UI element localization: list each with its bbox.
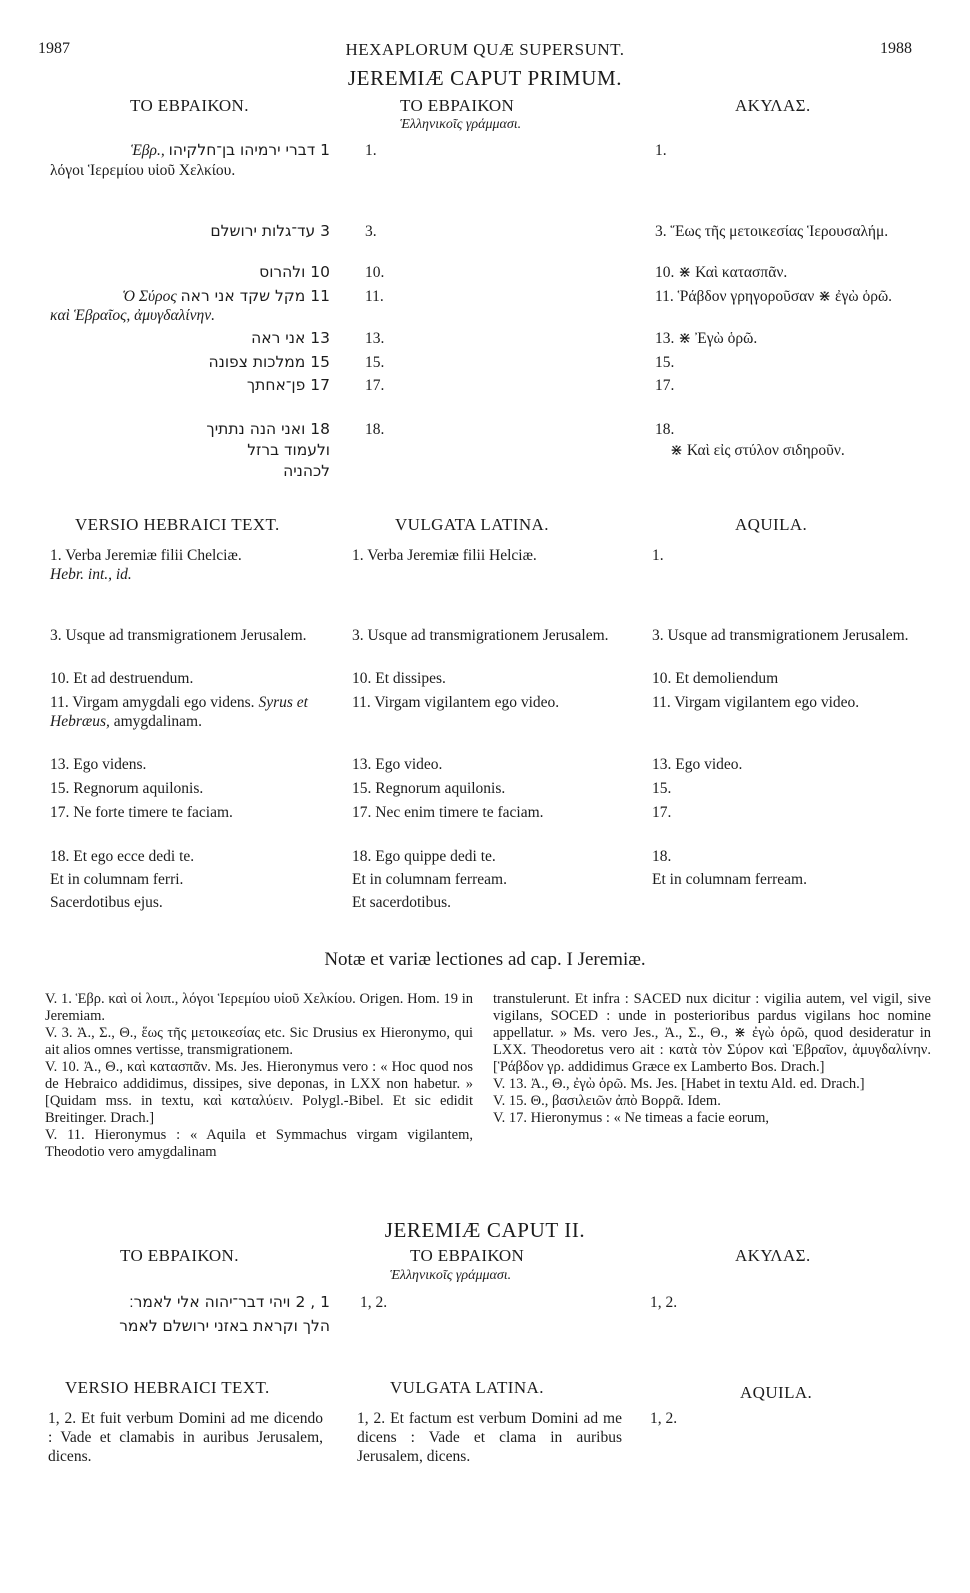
- column-head-hebrew: ΤΟ ΕΒΡΑΙΚΟΝ.: [130, 96, 249, 115]
- hebrew-row: [40, 287, 330, 306]
- hebrew-row: [40, 141, 330, 160]
- hebrew-text: הלך וקראת באזני ירושלם לאמר: [119, 1317, 330, 1335]
- aquila-latin-verse: 1, 2.: [650, 1410, 678, 1427]
- note-paragraph: transtulerunt. Et infra : SACED nux dicitur : vigilia autem, vel vigil, sive vigilans, SOCED : unde in posterioribus pardus vigilans hoc nomine appellatur. » Ms. vero Jes., Ἀ., Σ., Θ., ⋇ ἐγὼ ὁρῶ, quod desideratur in LXX. Theodoretus vero ait : κατὰ τὸν Σύρον καὶ Ἑβραῖον, ἀμυγδαλίνην. [Ῥάβδον γρ. addidimus Græce ex Lamberto Bos. Drach.]: [493, 991, 931, 1075]
- column-head-aquila: ΑΚΥΛΑΣ.: [735, 96, 811, 115]
- latin-verse: 10. Et ad destruendum.: [50, 670, 194, 687]
- hebrew-row: [40, 1293, 330, 1312]
- latin-head-hebrew-version: VERSIO HEBRAICI TEXT.: [75, 515, 280, 534]
- latin-verse: 15. Regnorum aquilonis.: [50, 780, 204, 797]
- notes-column-left: [45, 991, 473, 1161]
- aquila-verse: 18.: [655, 421, 675, 438]
- transliteration-verse: 15.: [365, 354, 385, 371]
- column-subhead-transliteration: Ἑλληνικοῖς γράμμασι.: [390, 1268, 512, 1283]
- aquila-verse: 11. Ῥάβδον γρηγοροῦσαν ⋇ ἐγὼ ὁρῶ.: [655, 288, 893, 305]
- aquila-verse: 17.: [655, 377, 675, 394]
- latin-head-vulgate: VULGATA LATINA.: [395, 515, 549, 534]
- notes-column-right: [493, 991, 931, 1127]
- latin-verse: [50, 693, 330, 731]
- hebrew-gloss: λόγοι Ἱερεμίου υἱοῦ Χελκίου.: [50, 162, 236, 179]
- note-paragraph: V. 10. Ἀ., Θ., καὶ κατασπᾶν. Ms. Jes. Hieronymus vero : « Hoc quod nos de Hebraico addidimus, dissipes, sive deponas, in LXX non habetur. » [Quidam mss. in textu, καὶ καταλύειν. Polygl.-Bibel. Et sic edidit Breitinger. Drach.]: [45, 1059, 473, 1126]
- vulgate-verse: 17. Nec enim timere te faciam.: [352, 804, 544, 821]
- aquila-verse: 3. Ἕως τῆς μετοικεσίας Ἱερουσαλήμ.: [655, 223, 889, 240]
- column-head-aquila: ΑΚΥΛΑΣ.: [735, 1246, 811, 1265]
- latin-verse-text: 11. Virgam amygdali ego videns.: [50, 694, 255, 711]
- aquila-latin-verse: 3. Usque ad transmigrationem Jerusalem.: [652, 627, 909, 644]
- aquila-latin-verse: 18.: [652, 848, 672, 865]
- aquila-latin-verse: 1.: [652, 547, 664, 564]
- hebrew-row: [40, 222, 330, 241]
- chapter-title: JEREMIÆ CAPUT PRIMUM.: [347, 66, 623, 90]
- aquila-verse: 1.: [655, 142, 667, 159]
- latin-verse: Sacerdotibus ejus.: [50, 894, 163, 911]
- vulgate-verse: Et in columnam ferream.: [352, 871, 507, 888]
- vulgate-verse: 10. Et dissipes.: [352, 670, 446, 687]
- notes-title: Notæ et variæ lectiones ad cap. I Jeremiæ.: [324, 949, 646, 970]
- latin-verse-text: amygdalinam.: [113, 713, 202, 730]
- aquila-latin-verse: Et in columnam ferream.: [652, 871, 807, 888]
- column-head-hebrew: ΤΟ ΕΒΡΑΙΚΟΝ.: [120, 1246, 239, 1265]
- hebrew-row: [40, 441, 330, 460]
- latin-verse-text: 1. Verba Jeremiæ filii Chelciæ.: [50, 547, 242, 564]
- transliteration-verse: 1.: [365, 142, 377, 159]
- vulgate-verse: 1. Verba Jeremiæ filii Helciæ.: [352, 547, 537, 564]
- vulgate-verse: 3. Usque ad transmigrationem Jerusalem.: [352, 627, 609, 644]
- hebrew-text: 1 , 2 ויהי דבר־יהוה אלי לאמר׃: [129, 1293, 330, 1311]
- note-paragraph: V. 17. Hieronymus : « Ne timeas a facie eorum,: [493, 1110, 769, 1126]
- note-paragraph: V. 15. Θ., βασιλειῶν ἀπὸ Βορρᾶ. Idem.: [493, 1093, 721, 1109]
- latin-verse: 1, 2. Et fuit verbum Domini ad me dicendo : Vade et clamabis in auribus Jerusalem, dicens.: [48, 1410, 323, 1465]
- transliteration-verse: 1, 2.: [360, 1294, 388, 1311]
- vulgate-verse: 1, 2. Et factum est verbum Domini ad me dicens : Vade et clama in auribus Jerusalem, dicens.: [357, 1410, 622, 1465]
- latin-verse-note: Hebr. int., id.: [50, 566, 132, 583]
- transliteration-verse: 13.: [365, 330, 385, 347]
- hebrew-text: 18 ואני הנה נתתיך: [206, 420, 330, 438]
- hebrew-row: [40, 329, 330, 348]
- note-paragraph: V. 11. Hieronymus : « Aquila et Symmachus virgam vigilantem, Theodotio vero amygdalinam: [45, 1127, 473, 1160]
- aquila-verse: 15.: [655, 354, 675, 371]
- aquila-latin-verse: 15.: [652, 780, 672, 797]
- hebrew-text: 1 דברי ירמיהו בן־חלקיהו: [168, 141, 330, 159]
- hebrew-row: [40, 353, 330, 372]
- aquila-verse: 1, 2.: [650, 1294, 678, 1311]
- latin-verse: Et in columnam ferri.: [50, 871, 184, 888]
- column-subhead-transliteration: Ἑλληνικοῖς γράμμασι.: [400, 117, 522, 132]
- vulgate-verse: 13. Ego video.: [352, 756, 443, 773]
- aquila-verse: 10. ⋇ Καὶ κατασπᾶν.: [655, 264, 788, 281]
- latin-head-aquila: AQUILA.: [735, 515, 808, 534]
- hebrew-row: [40, 420, 330, 439]
- page-number-right: 1988: [880, 40, 912, 57]
- latin-head-vulgate: VULGATA LATINA.: [390, 1378, 544, 1397]
- hebrew-row: [40, 376, 330, 395]
- latin-verse: [50, 546, 330, 584]
- hebrew-text: לכהניה: [283, 462, 330, 480]
- aquila-verse: ⋇ Καὶ εἰς στύλον σιδηροῦν.: [670, 442, 845, 459]
- vulgate-verse: 18. Ego quippe dedi te.: [352, 848, 496, 865]
- vulgate-verse: Et sacerdotibus.: [352, 894, 452, 911]
- aquila-latin-verse: 11. Virgam vigilantem ego video.: [652, 694, 860, 711]
- transliteration-verse: 10.: [365, 264, 385, 281]
- latin-verse: 3. Usque ad transmigrationem Jerusalem.: [50, 627, 307, 644]
- transliteration-verse: 17.: [365, 377, 385, 394]
- latin-verse: 18. Et ego ecce dedi te.: [50, 848, 195, 865]
- hebrew-note: Ἑβρ.,: [130, 142, 165, 159]
- running-title: HEXAPLORUM QUÆ SUPERSUNT.: [345, 40, 625, 59]
- hebrew-text: 13 אני ראה: [251, 329, 330, 347]
- page-number-left: 1987: [38, 40, 70, 57]
- hebrew-row: [40, 1317, 330, 1336]
- hebrew-text: 17 פן־אחתך: [246, 376, 330, 394]
- vulgate-verse: 15. Regnorum aquilonis.: [352, 780, 506, 797]
- aquila-latin-verse: 13. Ego video.: [652, 756, 743, 773]
- latin-verse-note: Syrus et Hebræus,: [50, 694, 308, 730]
- hebrew-text: 15 ממלכות צפונה: [208, 353, 330, 371]
- aquila-latin-verse: 17.: [652, 804, 672, 821]
- transliteration-verse: 18.: [365, 421, 385, 438]
- latin-head-hebrew-version: VERSIO HEBRAICI TEXT.: [65, 1378, 270, 1397]
- vulgate-verse: 11. Virgam vigilantem ego video.: [352, 694, 560, 711]
- aquila-latin-verse: 10. Et demoliendum: [652, 670, 779, 687]
- aquila-verse: 13. ⋇ Ἐγὼ ὁρῶ.: [655, 330, 758, 347]
- hebrew-text: ולעמוד ברזל: [247, 441, 330, 459]
- transliteration-verse: 11.: [365, 288, 384, 305]
- hebrew-gloss: καὶ Ἑβραῖος, ἀμυγδαλίνην.: [50, 307, 215, 324]
- hebrew-text: 10 ולהרוס: [259, 263, 330, 281]
- hebrew-row: [40, 263, 330, 282]
- hebrew-text: 11 מקל שקד אני ראה: [180, 287, 330, 305]
- hebrew-note: Ὁ Σύρος: [122, 288, 177, 305]
- note-paragraph: V. 3. Ἀ., Σ., Θ., ἕως τῆς μετοικεσίας etc. Sic Drusius ex Hieronymo, qui ait alios omnes vertisse, transmigrationem.: [45, 1025, 473, 1058]
- latin-verse: 17. Ne forte timere te faciam.: [50, 804, 233, 821]
- transliteration-verse: 3.: [365, 223, 377, 240]
- column-head-transliteration: ΤΟ ΕΒΡΑΙΚΟΝ: [400, 96, 515, 115]
- latin-head-aquila: AQUILA.: [740, 1383, 813, 1402]
- note-paragraph: V. 1. Ἑβρ. καὶ οἱ λοιπ., λόγοι Ἱερεμίου υἱοῦ Χελκίου. Origen. Hom. 19 in Jeremiam.: [45, 991, 473, 1024]
- note-paragraph: V. 13. Ἀ., Θ., ἐγὼ ὁρῶ. Ms. Jes. [Habet in textu Ald. ed. Drach.]: [493, 1076, 865, 1092]
- hebrew-row: [40, 462, 330, 481]
- column-head-transliteration: ΤΟ ΕΒΡΑΙΚΟΝ: [410, 1246, 525, 1265]
- chapter-title: JEREMIÆ CAPUT II.: [384, 1218, 586, 1242]
- hebrew-text: 3 עד־גלות ירושלם: [210, 222, 330, 240]
- latin-verse: 13. Ego videns.: [50, 756, 147, 773]
